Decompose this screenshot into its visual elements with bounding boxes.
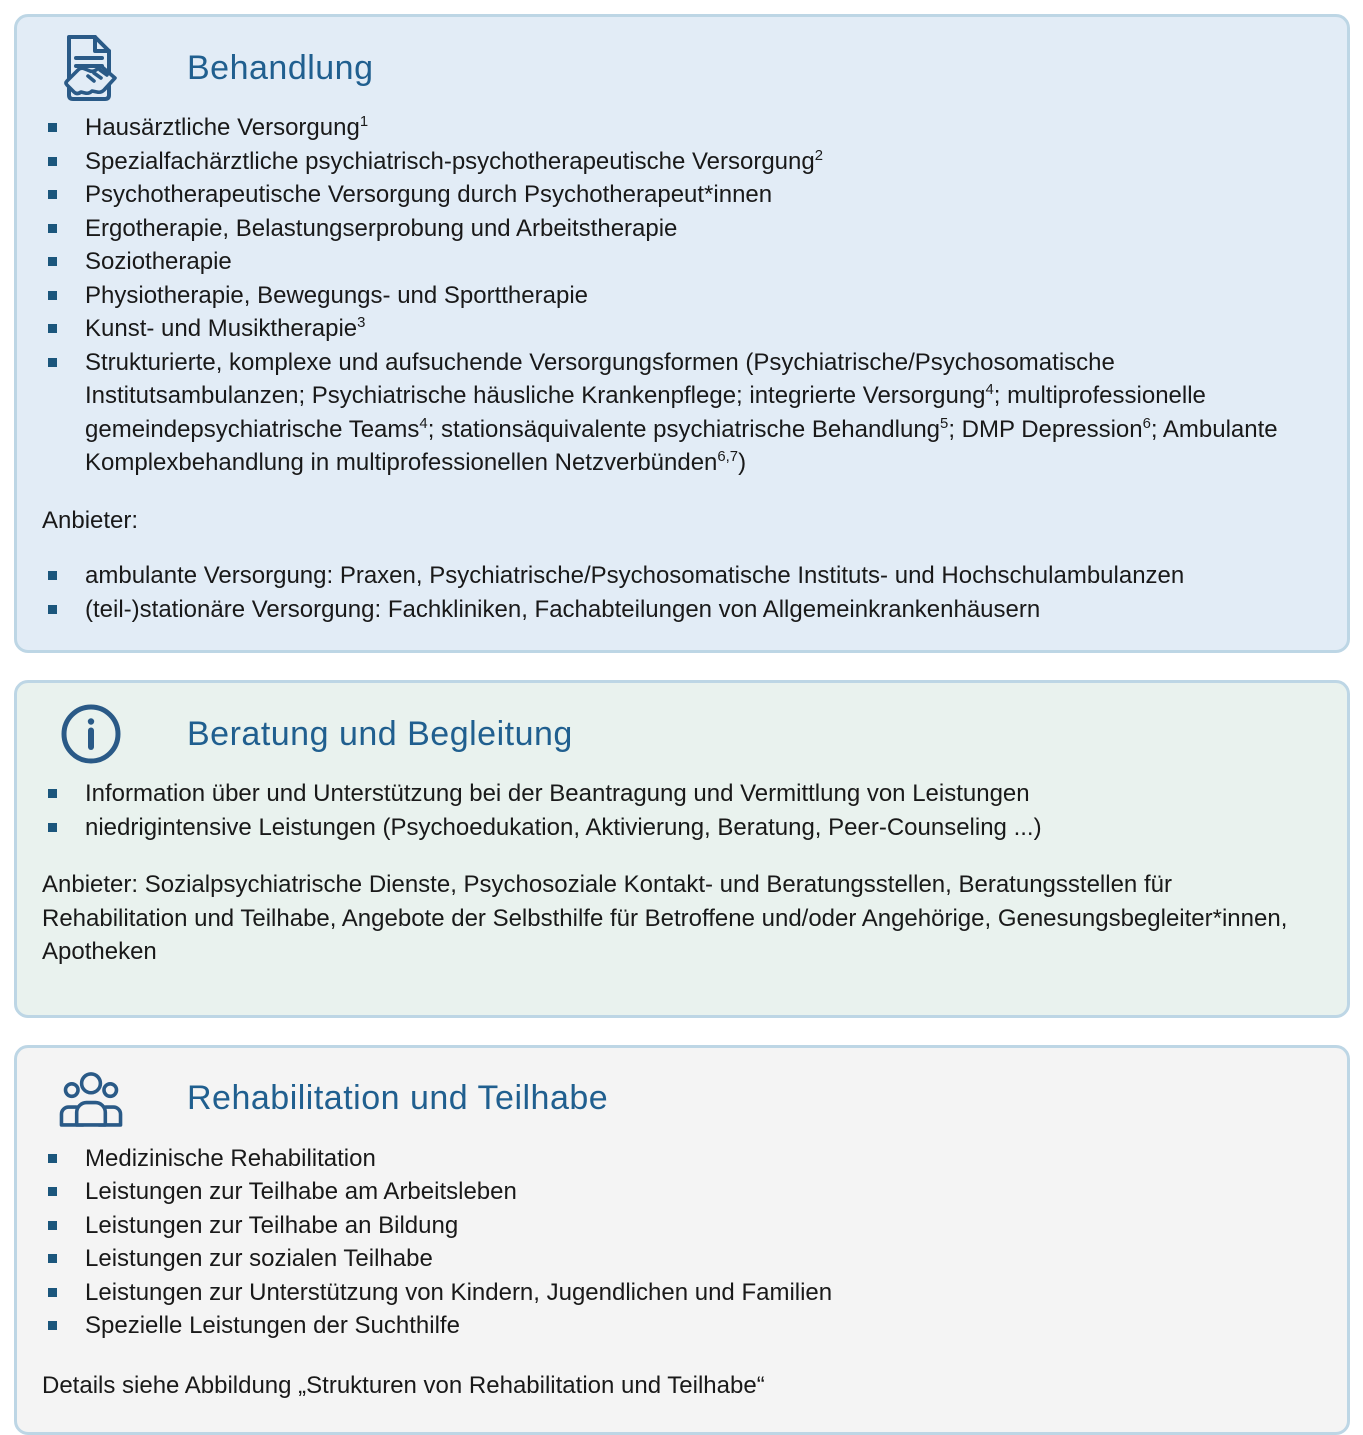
details-note: Details siehe Abbildung „Strukturen von Rehabilitation und Teilhabe“	[42, 1369, 1321, 1403]
item-text: ; DMP Depression	[948, 416, 1142, 443]
anbieter-paragraph: Anbieter: Sozialpsychiatrische Dienste, Psychosoziale Kontakt- und Beratungsstellen, Beratungsstellen für Rehabilitation und Teilhabe, Angebote der Selbsthilfe für Betroffene und/oder Angehörige, Genesungsbegleiter*innen, Apotheken	[42, 868, 1321, 969]
document-handshake-icon	[57, 31, 125, 105]
item-text: Medizinische Rehabilitation	[85, 1145, 376, 1172]
list-item	[39, 145, 1321, 179]
card-title: Rehabilitation und Teilhabe	[187, 1079, 608, 1118]
item-text: Leistungen zur Unterstützung von Kindern, Jugendlichen und Familien	[85, 1279, 832, 1306]
list-item	[39, 1209, 1321, 1243]
item-text: ; stationsäquivalente psychiatrische Behandlung	[428, 416, 940, 443]
card-header	[39, 1062, 1321, 1136]
list-item	[39, 1175, 1321, 1209]
item-text: Physiotherapie, Bewegungs- und Sporttherapie	[85, 282, 588, 309]
list-item	[39, 346, 1321, 480]
list-item	[39, 1242, 1321, 1276]
footnote-ref: 6	[1143, 416, 1151, 432]
card-title: Beratung und Begleitung	[187, 715, 573, 754]
item-text: Psychotherapeutische Versorgung durch Psychotherapeut*innen	[85, 181, 772, 208]
info-icon	[57, 697, 125, 771]
footnote-ref: 5	[940, 416, 948, 432]
footnote-ref: 4	[419, 416, 427, 432]
behandlung-list	[39, 111, 1321, 480]
item-text: Leistungen zur sozialen Teilhabe	[85, 1245, 433, 1272]
item-text: ambulante Versorgung: Praxen, Psychiatrische/Psychosomatische Instituts- und Hochschulambulanzen	[85, 562, 1184, 589]
card-title: Behandlung	[187, 49, 374, 88]
item-text: Kunst- und Musiktherapie	[85, 315, 357, 342]
card-header	[39, 31, 1321, 105]
footnote-ref: 3	[357, 315, 365, 331]
list-item	[39, 111, 1321, 145]
reha-list	[39, 1142, 1321, 1343]
list-item	[39, 279, 1321, 313]
footnote-ref: 1	[360, 114, 368, 130]
item-text: Soziotherapie	[85, 248, 232, 275]
item-text: ; Ambulante Komplexbehandlung in multiprofessionellen Netzverbünden	[85, 416, 1278, 477]
item-text: Leistungen zur Teilhabe an Bildung	[85, 1212, 458, 1239]
card-header	[39, 697, 1321, 771]
footnote-ref: 2	[815, 148, 823, 164]
list-item	[39, 245, 1321, 279]
item-text: Strukturierte, komplexe und aufsuchende Versorgungsformen (Psychiatrische/Psychosomatische Institutsambulanzen; Psychiatrische häusliche Krankenpflege; integrierte Versorgung	[85, 349, 1115, 410]
people-group-icon	[57, 1062, 125, 1136]
item-text: Ergotherapie, Belastungserprobung und Arbeitstherapie	[85, 215, 677, 242]
list-item	[39, 1276, 1321, 1310]
item-text: (teil-)stationäre Versorgung: Fachkliniken, Fachabteilungen von Allgemeinkrankenhäusern	[85, 596, 1040, 623]
list-item	[39, 212, 1321, 246]
list-item	[39, 1142, 1321, 1176]
card-beratung	[14, 680, 1350, 1018]
beratung-list	[39, 777, 1321, 844]
item-text: ; multiprofessionelle gemeindepsychiatrische Teams	[85, 382, 1206, 443]
card-behandlung	[14, 14, 1350, 653]
list-item	[39, 593, 1321, 627]
list-item	[39, 312, 1321, 346]
item-text: Hausärztliche Versorgung	[85, 114, 360, 141]
anbieter-label: Anbieter:	[42, 504, 1321, 538]
item-text: )	[738, 449, 746, 476]
list-item	[39, 777, 1321, 811]
item-text: Spezialfachärztliche psychiatrisch-psychotherapeutische Versorgung	[85, 148, 815, 175]
item-text: niedrigintensive Leistungen (Psychoedukation, Aktivierung, Beratung, Peer-Counseling ...)	[85, 814, 1042, 841]
card-rehabilitation	[14, 1045, 1350, 1435]
list-item	[39, 178, 1321, 212]
anbieter-list	[39, 559, 1321, 626]
list-item	[39, 1309, 1321, 1343]
footnote-ref: 4	[986, 382, 994, 398]
list-item	[39, 811, 1321, 845]
item-text: Spezielle Leistungen der Suchthilfe	[85, 1312, 460, 1339]
footnote-ref: 6,7	[717, 449, 738, 465]
list-item	[39, 559, 1321, 593]
item-text: Leistungen zur Teilhabe am Arbeitsleben	[85, 1178, 517, 1205]
item-text: Information über und Unterstützung bei der Beantragung und Vermittlung von Leistungen	[85, 780, 1030, 807]
